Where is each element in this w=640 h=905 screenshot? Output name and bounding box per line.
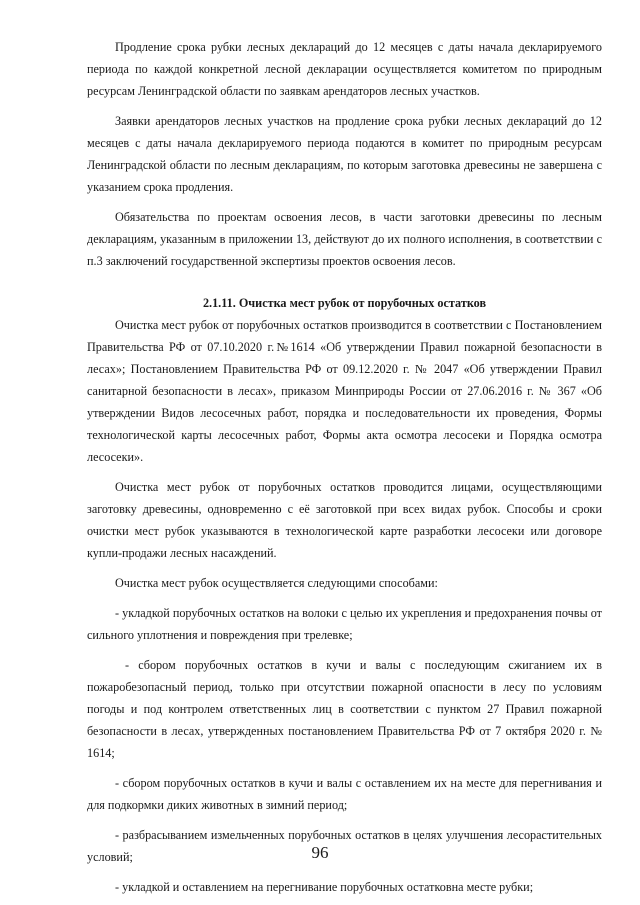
paragraph: Заявки арендаторов лесных участков на продление срока рубки лесных деклараций до 12 месяцев с даты начала декларируемого периода подаются в комитет по природным ресурсам Ленинградской области по лесным декларациям, по которым заготовка древесины не завершена с указанием срока продления. [87,114,602,194]
list-item: - сбором порубочных остатков в кучи и валы с оставлением их на месте для перегнивания и для подкормки диких животных в зимний период; [87,776,602,812]
paragraph: Очистка мест рубок осуществляется следующими способами: [115,576,438,590]
document-body [87,36,602,898]
section-heading: 2.1.11. Очистка мест рубок от порубочных остатков [202,296,487,310]
paragraph: Очистка мест рубок от порубочных остатков производится в соответствии с Постановлением Правительства РФ от 07.10.2020 г.№1614 «Об утверждении Правил пожарной безопасности в лесах»; Постановлением Правительства РФ от 09.12.2020 г. № 2047 «Об утверждении Правил санитарной безопасности в лесах», приказом Минприроды России от 27.06.2016 г. № 367 «Об утверждении Видов лесосечных работ, порядка и последовательности их проведения, Формы технологической карты лесосечных работ, Формы акта осмотра лесосеки и Порядка осмотра лесосеки». [87,318,602,464]
list-item: - сбором порубочных остатков в кучи и валы с последующим сжиганием их в пожаробезопасный период, только при отсутствии пожарной опасности в лесу по условиям погоды и под контролем ответственных лиц в соответствии с пунктом 27 Правил пожарной безопасности в лесах, утвержденных постановлением Правительства РФ от 7 октября 2020 г. № 1614; [87,658,602,760]
paragraph: Очистка мест рубок от порубочных остатков проводится лицами, осуществляющими заготовку древесины, одновременно с её заготовкой при всех видах рубок. Способы и сроки очистки мест рубок указываются в технологической карте разработки лесосеки или договоре купли-продажи лесных насаждений. [87,480,602,560]
list-item: - укладкой и оставлением на перегнивание порубочных остатковна месте рубки; [115,880,534,894]
paragraph: Продление срока рубки лесных деклараций до 12 месяцев с даты начала декларируемого периода по каждой конкретной лесной декларации осуществляется комитетом по природным ресурсам Ленинградской области по заявкам арендаторов лесных участков. [87,40,602,98]
list-item: - разбрасыванием измельченных порубочных остатков в целях улучшения лесорастительных условий; [87,828,602,864]
list-item: - укладкой порубочных остатков на волоки с целью их укрепления и предохранения почвы от сильного уплотнения и повреждения при трелевке; [87,606,602,642]
page-number: 96 [311,843,329,862]
paragraph: Обязательства по проектам освоения лесов, в части заготовки древесины по лесным декларациям, указанным в приложении 13, действуют до их полного исполнения, в соответствии с п.3 заключений государственной экспертизы проектов освоения лесов. [87,210,602,268]
